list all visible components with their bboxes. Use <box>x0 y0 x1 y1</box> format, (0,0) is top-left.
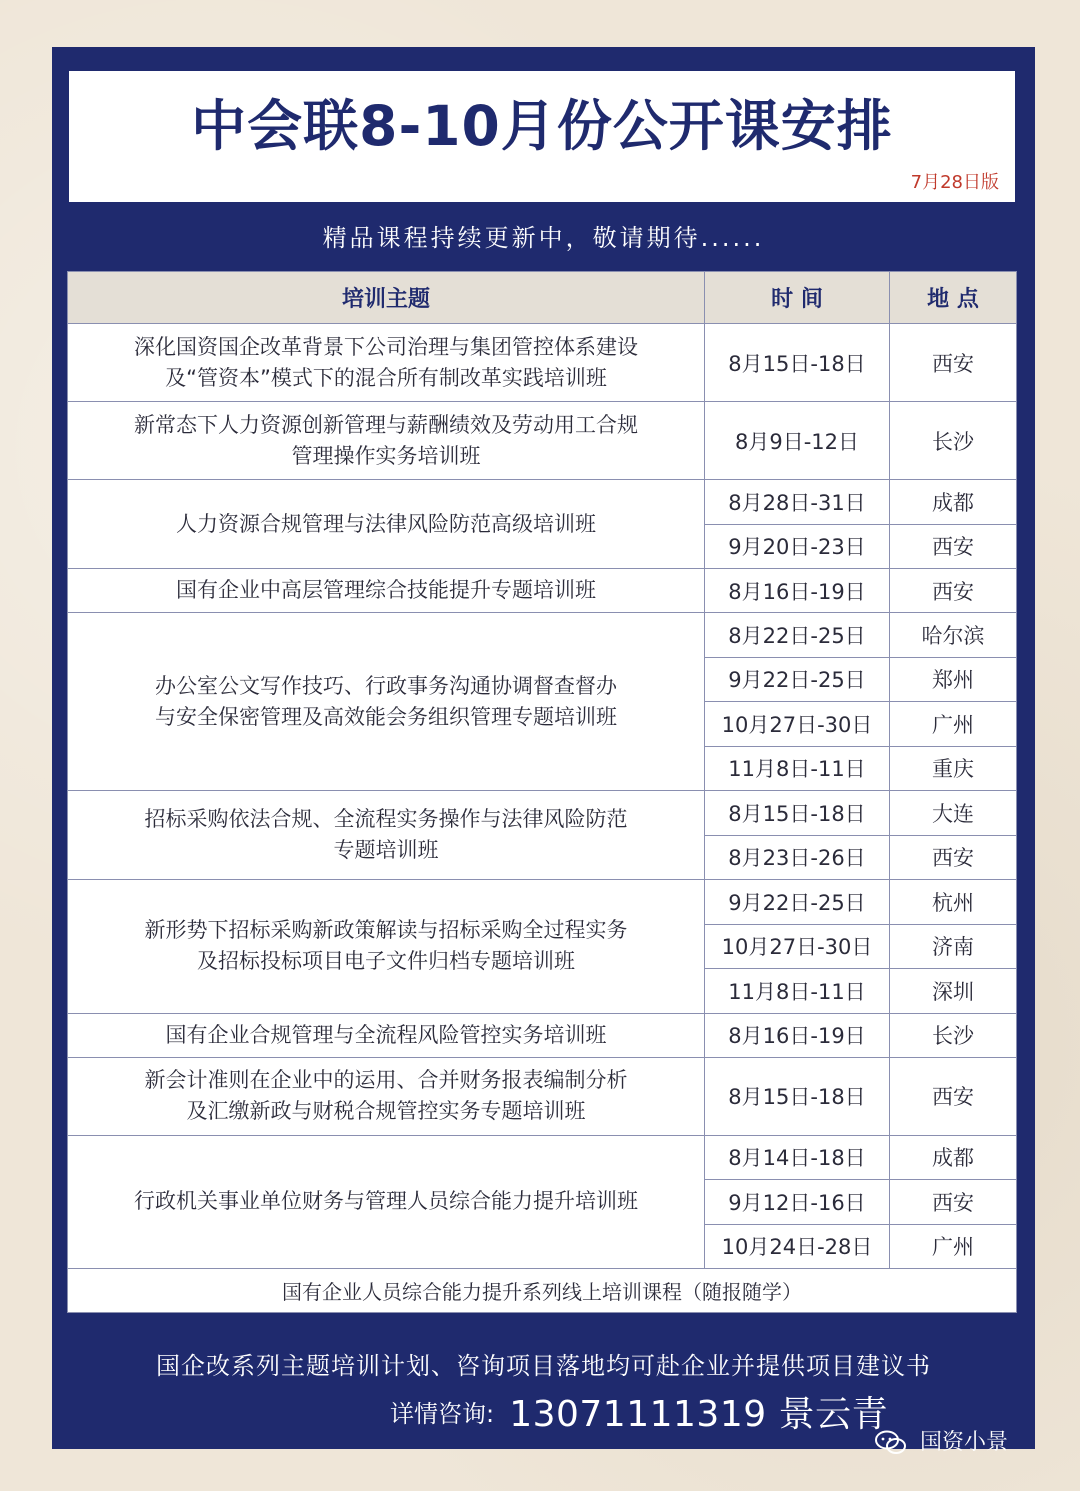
header-topic: 培训主题 <box>68 272 705 324</box>
session-city: 大连 <box>890 791 1017 836</box>
session-date: 8月22日-25日 <box>705 613 890 658</box>
session-city: 广州 <box>890 1224 1017 1269</box>
watermark <box>875 1428 1008 1458</box>
edition-label: 7月28日版 <box>910 172 999 193</box>
session-date: 10月27日-30日 <box>705 702 890 747</box>
session-city: 长沙 <box>890 1013 1017 1057</box>
course-title-line: 国有企业中高层管理综合技能提升专题培训班 <box>176 578 596 602</box>
session-date: 8月16日-19日 <box>705 1013 890 1057</box>
table-row <box>68 1057 1017 1135</box>
course-title-line: 办公室公文写作技巧、行政事务沟通协调督查督办 <box>155 673 617 698</box>
table-header-row <box>68 272 1017 324</box>
session-city: 济南 <box>890 924 1017 969</box>
session-date: 9月12日-16日 <box>705 1180 890 1225</box>
course-title-line: 招标采购依法合规、全流程实务操作与法律风险防范 <box>144 807 628 831</box>
session-city: 长沙 <box>890 402 1017 480</box>
session-date: 10月27日-30日 <box>705 924 890 969</box>
course-title <box>68 791 705 880</box>
course-title <box>68 1135 705 1269</box>
title-box <box>69 71 1015 202</box>
course-title-line: 新形势下招标采购新政策解读与招标采购全过程实务 <box>144 918 628 943</box>
table-row <box>68 402 1017 480</box>
session-city: 广州 <box>890 702 1017 747</box>
course-title <box>68 1013 705 1057</box>
contact-phone: 13071111319 景云青 <box>509 1394 889 1435</box>
course-title-line: 人力资源合规管理与法律风险防范高级培训班 <box>176 511 596 536</box>
course-title-line: 及“管资本”模式下的混合所有制改革实践培训班 <box>165 365 607 390</box>
session-date: 11月8日-11日 <box>705 969 890 1014</box>
watermark-text: 国资小景 <box>920 1430 1009 1455</box>
course-title <box>68 1057 705 1135</box>
page-title: 中会联8-10月份公开课安排 <box>191 94 893 158</box>
session-date: 8月16日-19日 <box>705 569 890 613</box>
session-date: 8月28日-31日 <box>705 480 890 525</box>
table-row <box>68 569 1017 613</box>
session-city: 成都 <box>890 1135 1017 1180</box>
online-course: 国有企业人员综合能力提升系列线上培训课程（随报随学） <box>68 1269 1017 1313</box>
session-date: 9月22日-25日 <box>705 657 890 702</box>
session-city: 成都 <box>890 480 1017 525</box>
course-title-line: 及汇缴新政与财税合规管控实务专题培训班 <box>186 1099 586 1123</box>
session-city: 重庆 <box>890 746 1017 791</box>
contact-label: 详情咨询: <box>390 1400 495 1428</box>
table-row <box>68 1013 1017 1057</box>
session-city: 西安 <box>890 324 1017 402</box>
course-title-line: 专题培训班 <box>333 838 439 862</box>
table-row <box>68 880 1017 925</box>
session-date: 8月15日-18日 <box>705 791 890 836</box>
session-date: 8月15日-18日 <box>705 1057 890 1135</box>
course-title-line: 新会计准则在企业中的运用、合并财务报表编制分析 <box>144 1068 628 1092</box>
table-row <box>68 1135 1017 1180</box>
course-title-line: 管理操作实务培训班 <box>291 443 481 468</box>
course-title <box>68 402 705 480</box>
session-city: 深圳 <box>890 969 1017 1014</box>
session-date: 9月22日-25日 <box>705 880 890 925</box>
course-title <box>68 324 705 402</box>
session-date: 8月14日-18日 <box>705 1135 890 1180</box>
session-date: 9月20日-23日 <box>705 524 890 569</box>
course-title <box>68 480 705 569</box>
table-row <box>68 324 1017 402</box>
session-city: 西安 <box>890 1180 1017 1225</box>
session-date: 11月8日-11日 <box>705 746 890 791</box>
header-place: 地 点 <box>890 272 1017 324</box>
session-date: 10月24日-28日 <box>705 1224 890 1269</box>
session-city: 杭州 <box>890 880 1017 925</box>
course-title <box>68 613 705 791</box>
contact-line <box>390 1386 888 1437</box>
session-city: 西安 <box>890 1057 1017 1135</box>
footer-note: 国企改系列主题培训计划、咨询项目落地均可赴企业并提供项目建议书 <box>156 1352 931 1380</box>
schedule-table <box>67 271 1017 1313</box>
course-title <box>68 880 705 1014</box>
header-time: 时 间 <box>705 272 890 324</box>
table-row <box>68 791 1017 836</box>
course-title-line: 新常态下人力资源创新管理与薪酬绩效及劳动用工合规 <box>134 412 638 437</box>
session-date: 8月15日-18日 <box>705 324 890 402</box>
online-course-row <box>68 1269 1017 1313</box>
session-city: 郑州 <box>890 657 1017 702</box>
session-city: 哈尔滨 <box>890 613 1017 658</box>
course-title-line: 深化国资国企改革背景下公司治理与集团管控体系建设 <box>134 334 638 359</box>
course-title <box>68 569 705 613</box>
session-city: 西安 <box>890 569 1017 613</box>
table-row <box>68 613 1017 658</box>
table-row <box>68 480 1017 525</box>
table-body <box>68 324 1017 1269</box>
session-city: 西安 <box>890 835 1017 880</box>
wechat-icon <box>875 1430 907 1456</box>
course-title-line: 行政机关事业单位财务与管理人员综合能力提升培训班 <box>134 1189 638 1214</box>
schedule-table-container <box>67 271 1016 1313</box>
course-title-line: 及招标投标项目电子文件归档专题培训班 <box>197 949 575 974</box>
subtitle: 精品课程持续更新中，敬请期待...... <box>322 224 765 252</box>
course-title-line: 与安全保密管理及高效能会务组织管理专题培训班 <box>155 704 617 729</box>
session-date: 8月9日-12日 <box>705 402 890 480</box>
course-title-line: 国有企业合规管理与全流程风险管控实务培训班 <box>165 1022 607 1047</box>
session-city: 西安 <box>890 524 1017 569</box>
session-date: 8月23日-26日 <box>705 835 890 880</box>
